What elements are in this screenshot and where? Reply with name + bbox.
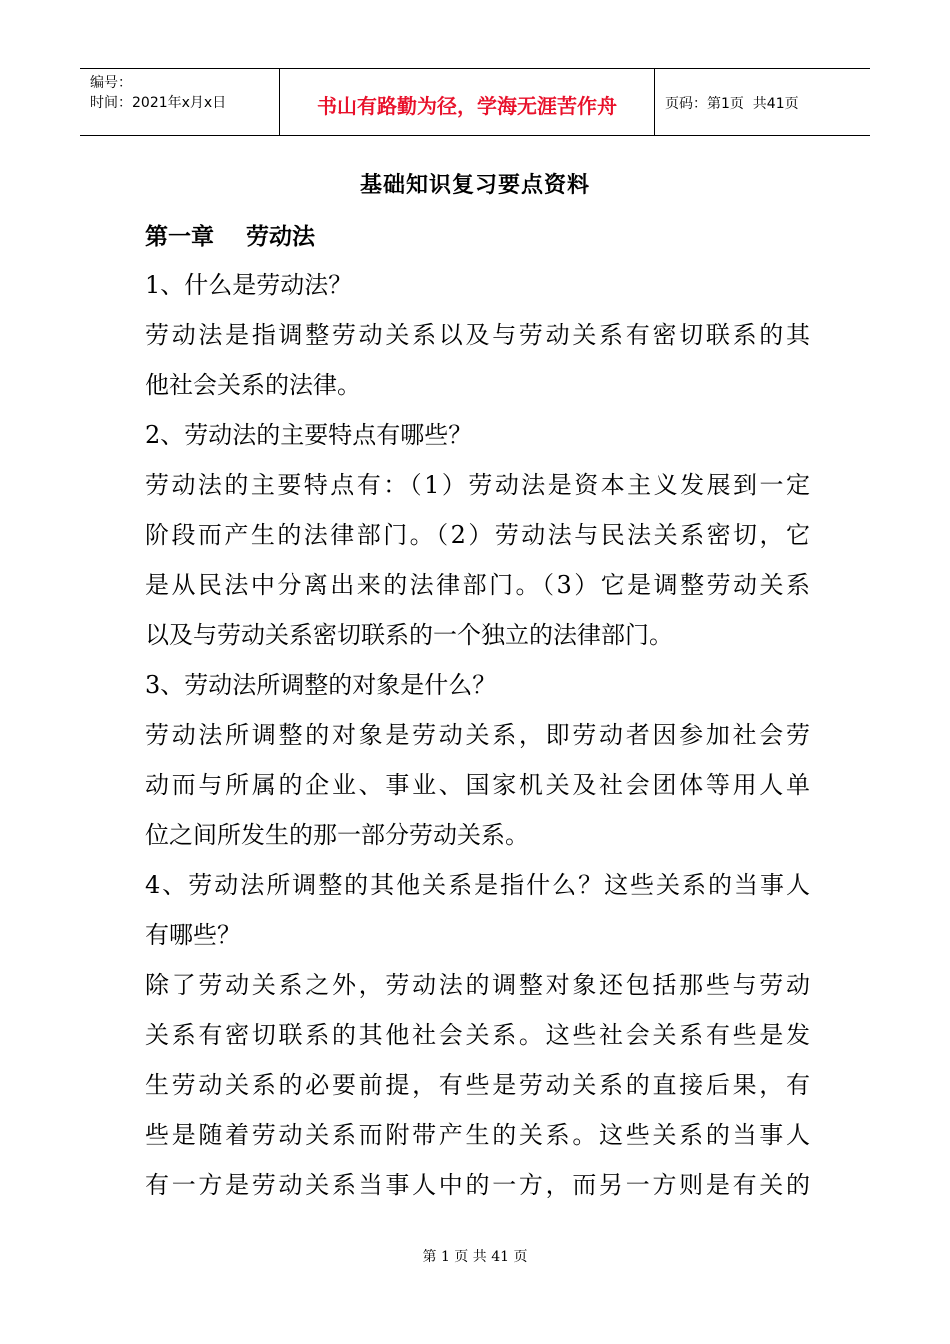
body-line: 位之间所发生的那一部分劳动关系。	[145, 821, 529, 849]
header-motto-cell	[280, 69, 655, 135]
body-line: 生劳动关系的必要前提，有些是劳动关系的直接后果，有	[145, 1071, 810, 1099]
body-line: 是从民法中分离出来的法律部门。（3）它是调整劳动关系	[145, 571, 810, 599]
body-line: 劳动法是指调整劳动关系以及与劳动关系有密切联系的其	[145, 321, 810, 349]
document-number-label: 编号：	[90, 75, 132, 91]
document-date-label: 时间：2021年x月x日	[90, 95, 227, 111]
body-line: 他社会关系的法律。	[145, 371, 361, 399]
chapter-heading: 第一章 劳动法	[145, 223, 316, 250]
page-footer: 第 1 页 共 41 页	[422, 1249, 528, 1265]
body-line: 以及与劳动关系密切联系的一个独立的法律部门。	[145, 621, 673, 649]
body-line: 动而与所属的企业、事业、国家机关及社会团体等用人单	[145, 771, 810, 799]
header-meta-cell	[80, 69, 280, 135]
body-line: 些是随着劳动关系而附带产生的关系。这些关系的当事人	[145, 1121, 810, 1149]
body-line: 关系有密切联系的其他社会关系。这些社会关系有些是发	[145, 1021, 810, 1049]
body-line: 阶段而产生的法律部门。（2）劳动法与民法关系密切，它	[145, 521, 810, 549]
header-page-cell	[655, 69, 870, 135]
body-line: 2、劳动法的主要特点有哪些？	[145, 421, 473, 449]
body-line: 4、劳动法所调整的其他关系是指什么？这些关系的当事人	[145, 871, 810, 899]
header-page-label: 页码：第1页 共41页	[665, 96, 799, 112]
body-line: 3、劳动法所调整的对象是什么？	[145, 671, 497, 699]
document-body	[145, 267, 810, 1217]
body-line: 劳动法所调整的对象是劳动关系，即劳动者因参加社会劳	[145, 721, 810, 749]
body-line: 除了劳动关系之外，劳动法的调整对象还包括那些与劳动	[145, 971, 810, 999]
page-header	[80, 68, 870, 136]
body-line: 1、什么是劳动法？	[145, 271, 353, 299]
body-line: 有哪些？	[145, 921, 241, 949]
header-motto: 书山有路勤为径，学海无涯苦作舟	[317, 93, 617, 118]
body-line: 劳动法的主要特点有：（1）劳动法是资本主义发展到一定	[145, 471, 810, 499]
body-line: 有一方是劳动关系当事人中的一方，而另一方则是有关的	[145, 1171, 810, 1199]
document-title: 基础知识复习要点资料	[359, 172, 590, 198]
